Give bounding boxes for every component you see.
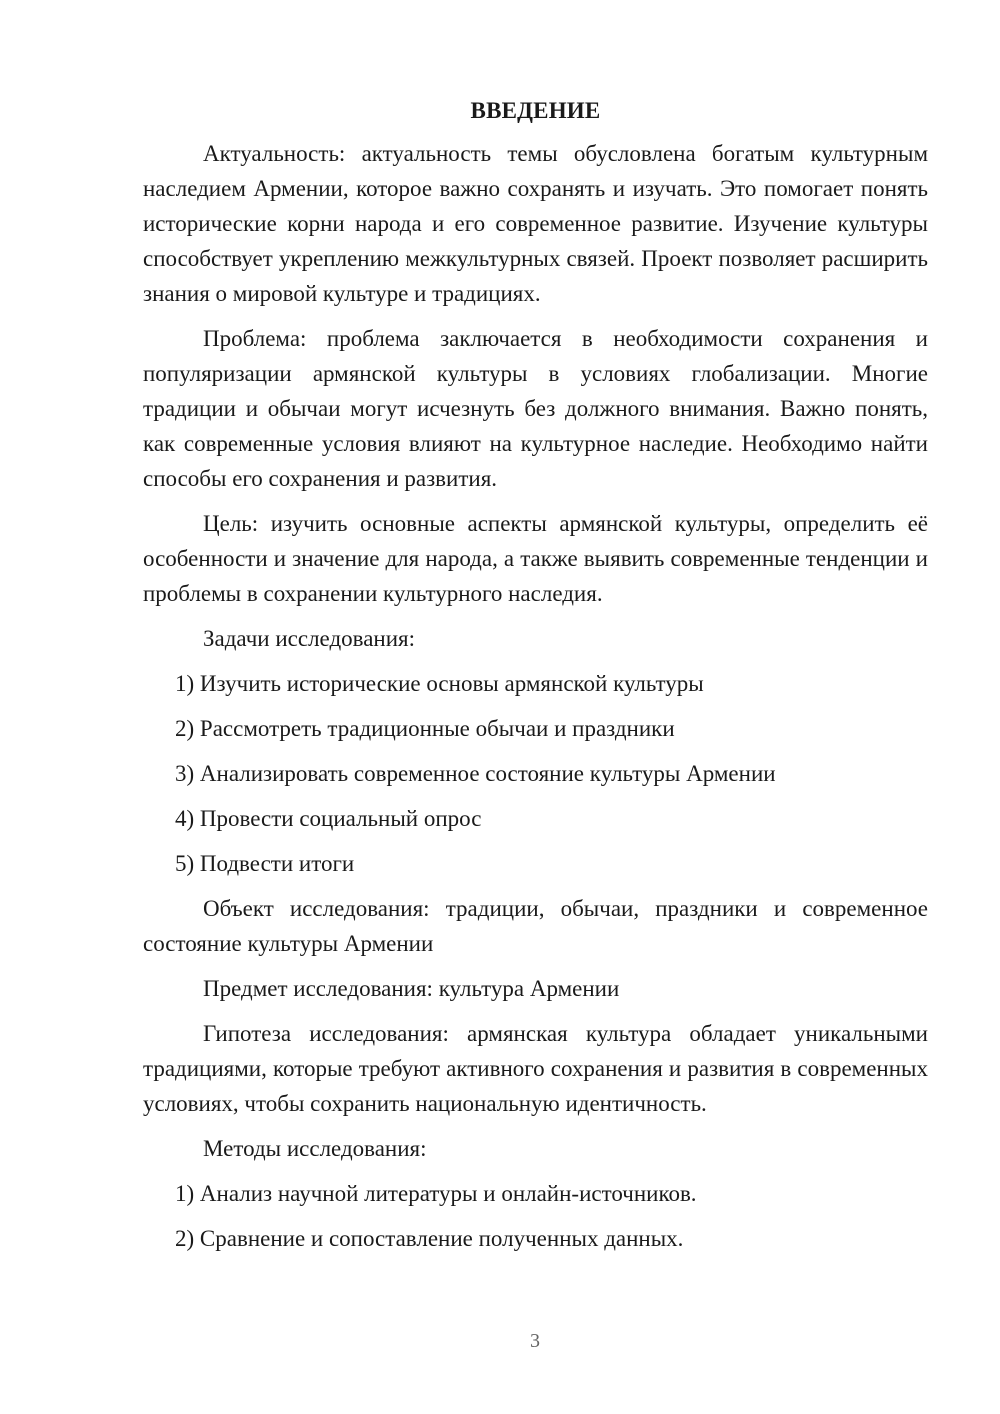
task-item: 2) Рассмотреть традиционные обычаи и праздники xyxy=(175,716,675,741)
methods-heading: Методы исследования: xyxy=(203,1136,427,1161)
page-number: 3 xyxy=(530,1330,540,1352)
goal-paragraph: Цель: изучить основные аспекты армянской культуры, определить её особенности и значение для народа, а также выявить современные тенденции и проблемы в сохранении культурного наследия. xyxy=(143,511,928,606)
methods-list xyxy=(143,1176,928,1256)
tasks-heading: Задачи исследования: xyxy=(203,626,416,651)
task-item: 1) Изучить исторические основы армянской культуры xyxy=(175,671,704,696)
hypothesis-paragraph: Гипотеза исследования: армянская культура обладает уникальными традициями, которые требуют активного сохранения и развития в современных условиях, чтобы сохранить национальную идентичность. xyxy=(143,1021,928,1116)
object-paragraph: Объект исследования: традиции, обычаи, праздники и современное состояние культуры Армении xyxy=(143,896,928,956)
task-item: 5) Подвести итоги xyxy=(175,851,355,876)
page-title: ВВЕДЕНИЕ xyxy=(470,98,601,123)
subject-paragraph: Предмет исследования: культура Армении xyxy=(203,976,620,1001)
document-page xyxy=(143,96,928,1266)
task-item: 4) Провести социальный опрос xyxy=(175,806,482,831)
tasks-list xyxy=(143,666,928,881)
relevance-paragraph: Актуальность: актуальность темы обусловлена богатым культурным наследием Армении, которое важно сохранять и изучать. Это помогает понять исторические корни народа и его современное развитие. Изучение культуры способствует укреплению межкультурных связей. Проект позволяет расширить знания о мировой культуре и традициях. xyxy=(143,141,928,306)
method-item: 2) Сравнение и сопоставление полученных данных. xyxy=(175,1226,684,1251)
task-item: 3) Анализировать современное состояние культуры Армении xyxy=(175,761,776,786)
method-item: 1) Анализ научной литературы и онлайн-источников. xyxy=(175,1181,697,1206)
problem-paragraph: Проблема: проблема заключается в необходимости сохранения и популяризации армянской культуры в условиях глобализации. Многие традиции и обычаи могут исчезнуть без должного внимания. Важно понять, как современные условия влияют на культурное наследие. Необходимо найти способы его сохранения и развития. xyxy=(143,326,928,491)
